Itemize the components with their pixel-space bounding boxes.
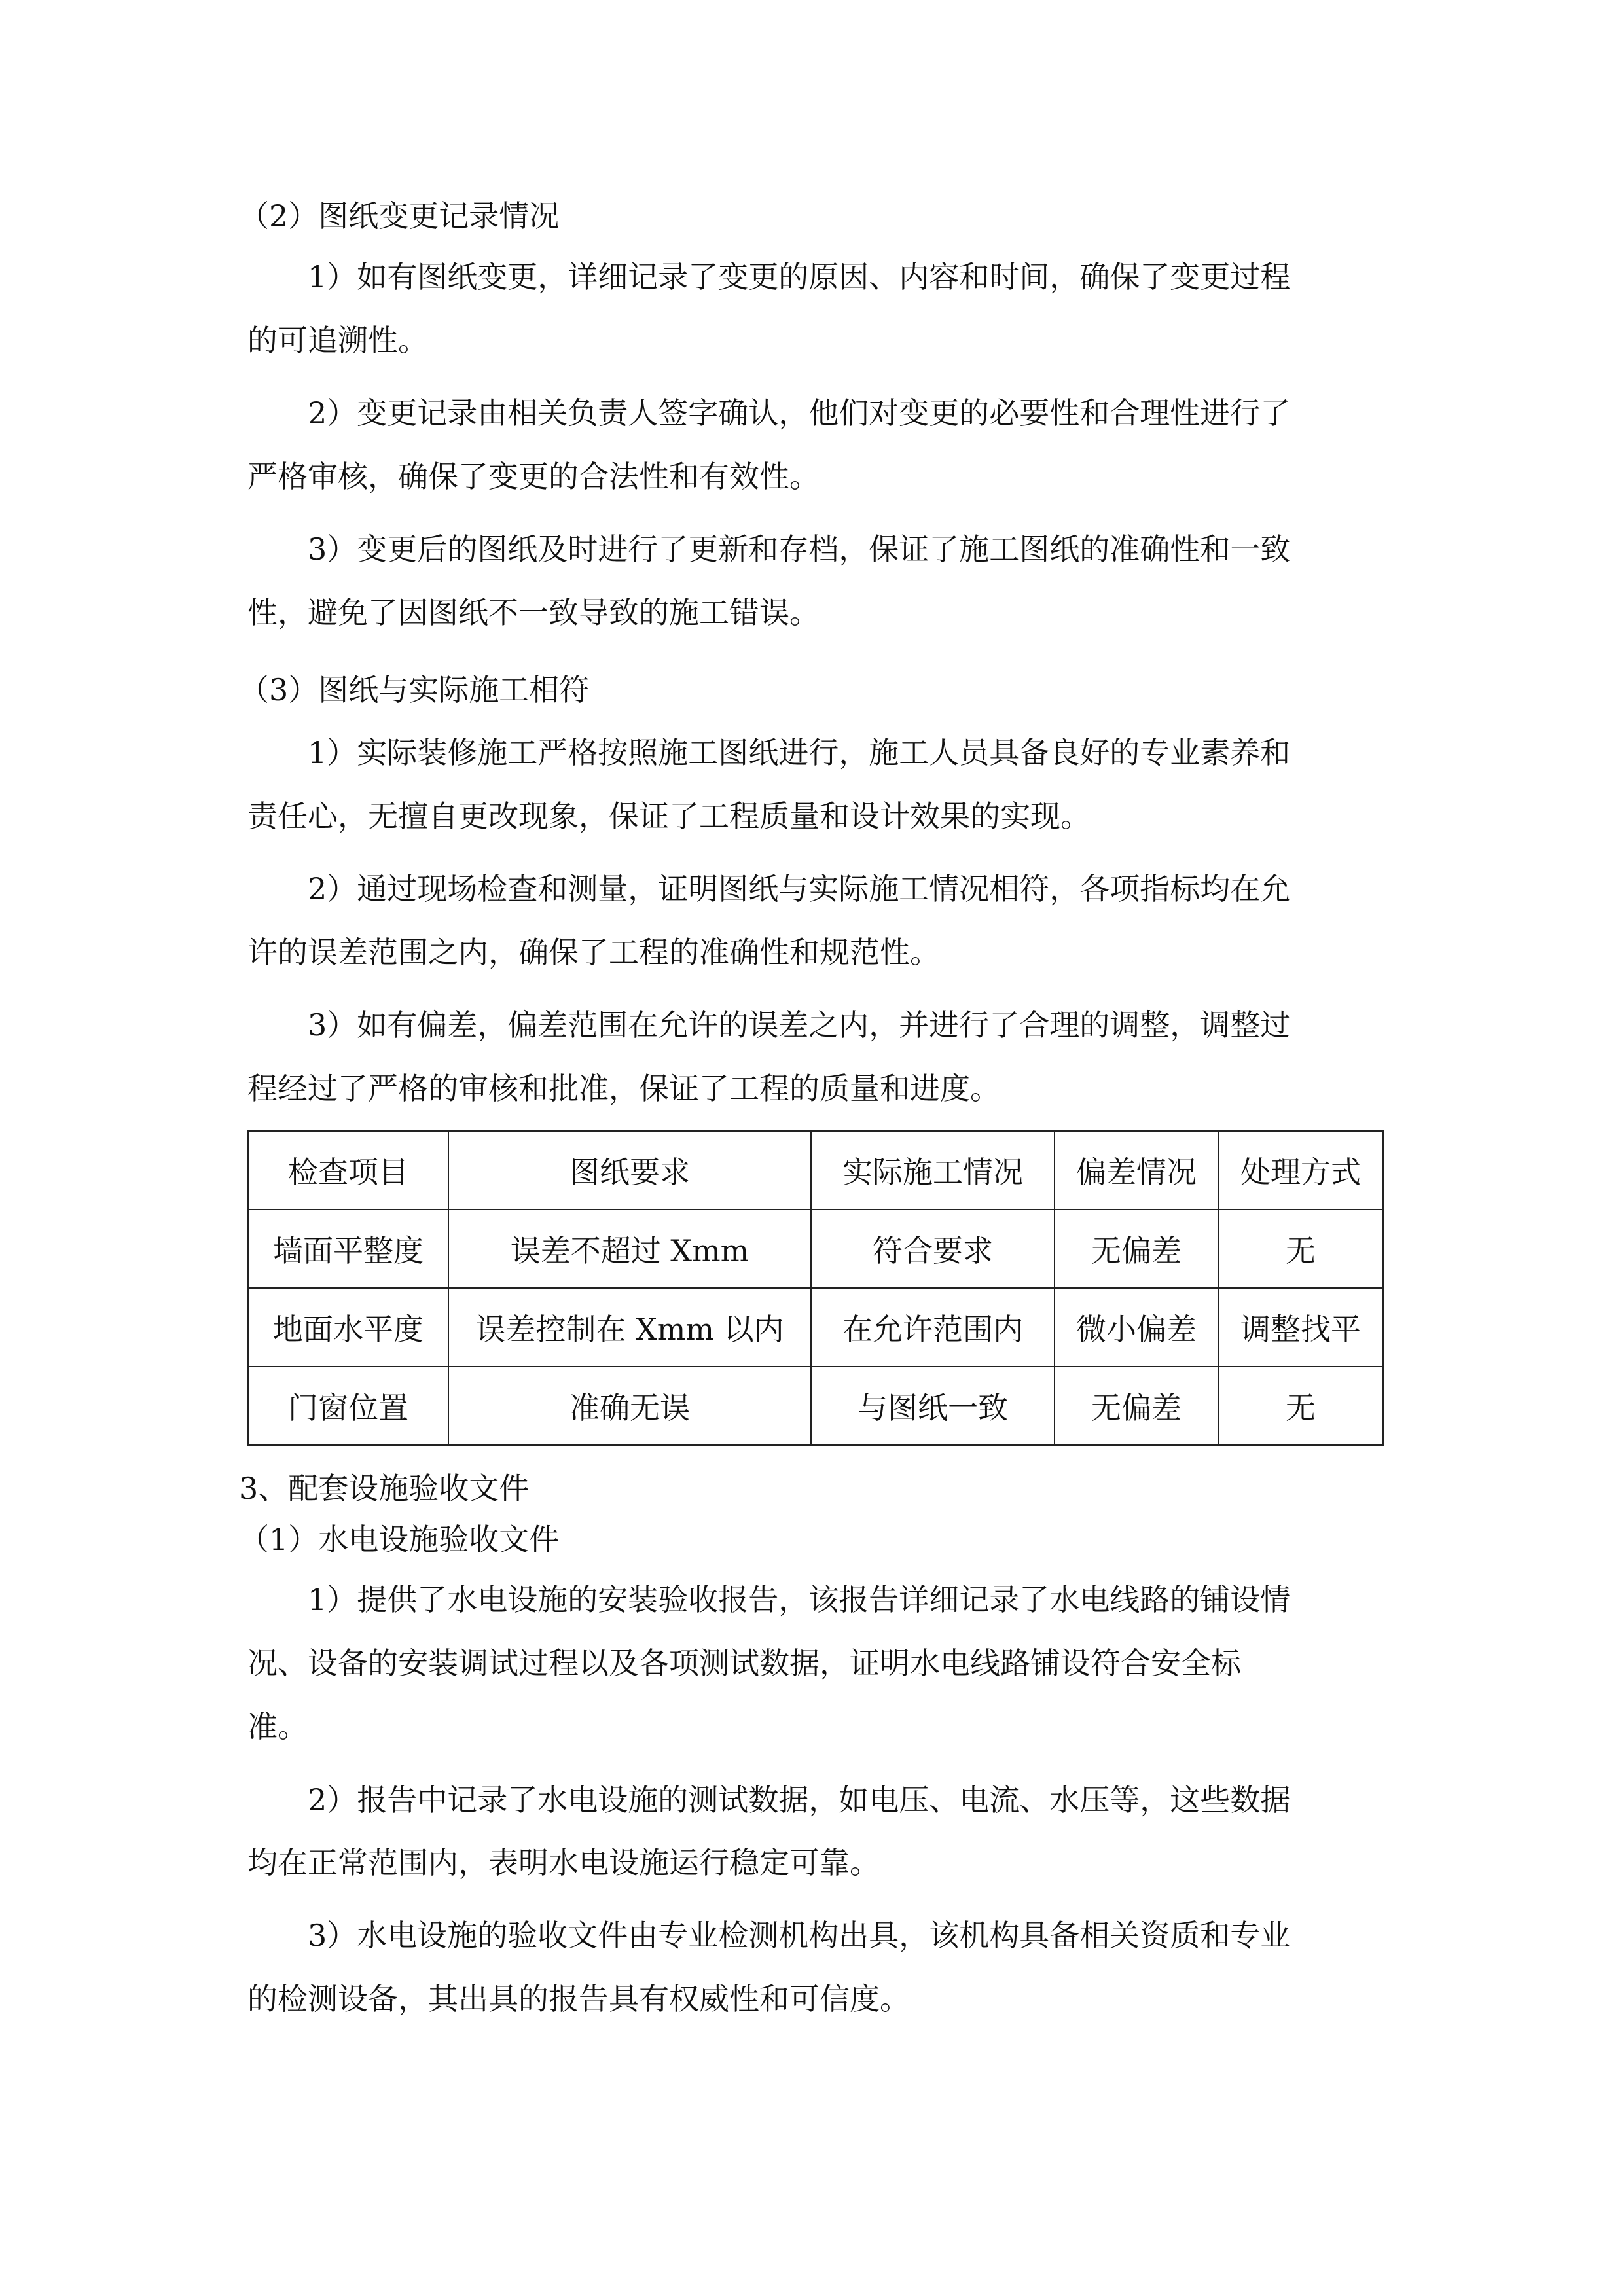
paragraph-line: 2）通过现场检查和测量，证明图纸与实际施工情况相符，各项指标均在允: [308, 871, 1291, 906]
table-header-cell: 实际施工情况: [811, 1131, 1055, 1210]
paragraph-line: 的检测设备，其出具的报告具有权威性和可信度。: [247, 1981, 910, 2017]
paragraph-line: 准。: [247, 1709, 308, 1744]
paragraph-line: 1）提供了水电设施的安装验收报告，该报告详细记录了水电线路的铺设情: [308, 1582, 1291, 1617]
table-header-cell: 偏差情况: [1055, 1131, 1218, 1210]
paragraph-line: 2）报告中记录了水电设施的测试数据，如电压、电流、水压等，这些数据: [308, 1782, 1291, 1818]
table-cell: 无偏差: [1055, 1210, 1218, 1288]
subsection-title: （1）水电设施验收文件: [239, 1522, 560, 1557]
table-cell: 误差控制在 Xmm 以内: [448, 1288, 811, 1367]
section-heading: （3）图纸与实际施工相符: [239, 672, 590, 708]
paragraph-line: 程经过了严格的审核和批准，保证了工程的质量和进度。: [247, 1071, 1000, 1106]
table-cell: 无: [1218, 1210, 1383, 1288]
table-row: [248, 1288, 1383, 1367]
table-cell: 符合要求: [811, 1210, 1055, 1288]
table-row: [248, 1367, 1383, 1445]
table-cell: 在允许范围内: [811, 1288, 1055, 1367]
paragraph-line: 严格审核，确保了变更的合法性和有效性。: [247, 459, 820, 494]
table-header-cell: 检查项目: [248, 1131, 448, 1210]
table-cell: 与图纸一致: [811, 1367, 1055, 1445]
paragraph-line: 1）如有图纸变更，详细记录了变更的原因、内容和时间，确保了变更过程: [308, 259, 1291, 295]
table-cell: 墙面平整度: [248, 1210, 448, 1288]
inspection-table: [247, 1130, 1384, 1446]
table-cell: 调整找平: [1218, 1288, 1383, 1367]
table-cell: 无偏差: [1055, 1367, 1218, 1445]
table-header-row: [248, 1131, 1383, 1210]
paragraph-line: 3）如有偏差，偏差范围在允许的误差之内，并进行了合理的调整，调整过: [308, 1007, 1291, 1043]
table-cell: 地面水平度: [248, 1288, 448, 1367]
section-title: 3、配套设施验收文件: [239, 1471, 530, 1506]
table-header-cell: 图纸要求: [448, 1131, 811, 1210]
paragraph-line: 况、设备的安装调试过程以及各项测试数据，证明水电线路铺设符合安全标: [247, 1645, 1241, 1681]
paragraph-line: 3）变更后的图纸及时进行了更新和存档，保证了施工图纸的准确性和一致: [308, 531, 1291, 567]
paragraph-line: 2）变更记录由相关负责人签字确认，他们对变更的必要性和合理性进行了: [308, 395, 1291, 431]
table-cell: 门窗位置: [248, 1367, 448, 1445]
table-cell: 微小偏差: [1055, 1288, 1218, 1367]
section-heading: （2）图纸变更记录情况: [239, 198, 560, 234]
paragraph-line: 许的误差范围之内，确保了工程的准确性和规范性。: [247, 935, 940, 970]
table-cell: 误差不超过 Xmm: [448, 1210, 811, 1288]
table-header-cell: 处理方式: [1218, 1131, 1383, 1210]
table-cell: 准确无误: [448, 1367, 811, 1445]
paragraph-line: 1）实际装修施工严格按照施工图纸进行，施工人员具备良好的专业素养和: [308, 735, 1291, 770]
paragraph-line: 均在正常范围内，表明水电设施运行稳定可靠。: [247, 1845, 880, 1880]
paragraph-line: 3）水电设施的验收文件由专业检测机构出具，该机构具备相关资质和专业: [308, 1918, 1291, 1953]
table-row: [248, 1210, 1383, 1288]
paragraph-line: 性，避免了因图纸不一致导致的施工错误。: [247, 595, 820, 630]
paragraph-line: 责任心，无擅自更改现象，保证了工程质量和设计效果的实现。: [247, 798, 1091, 834]
paragraph-line: 的可追溯性。: [247, 323, 428, 358]
table-cell: 无: [1218, 1367, 1383, 1445]
